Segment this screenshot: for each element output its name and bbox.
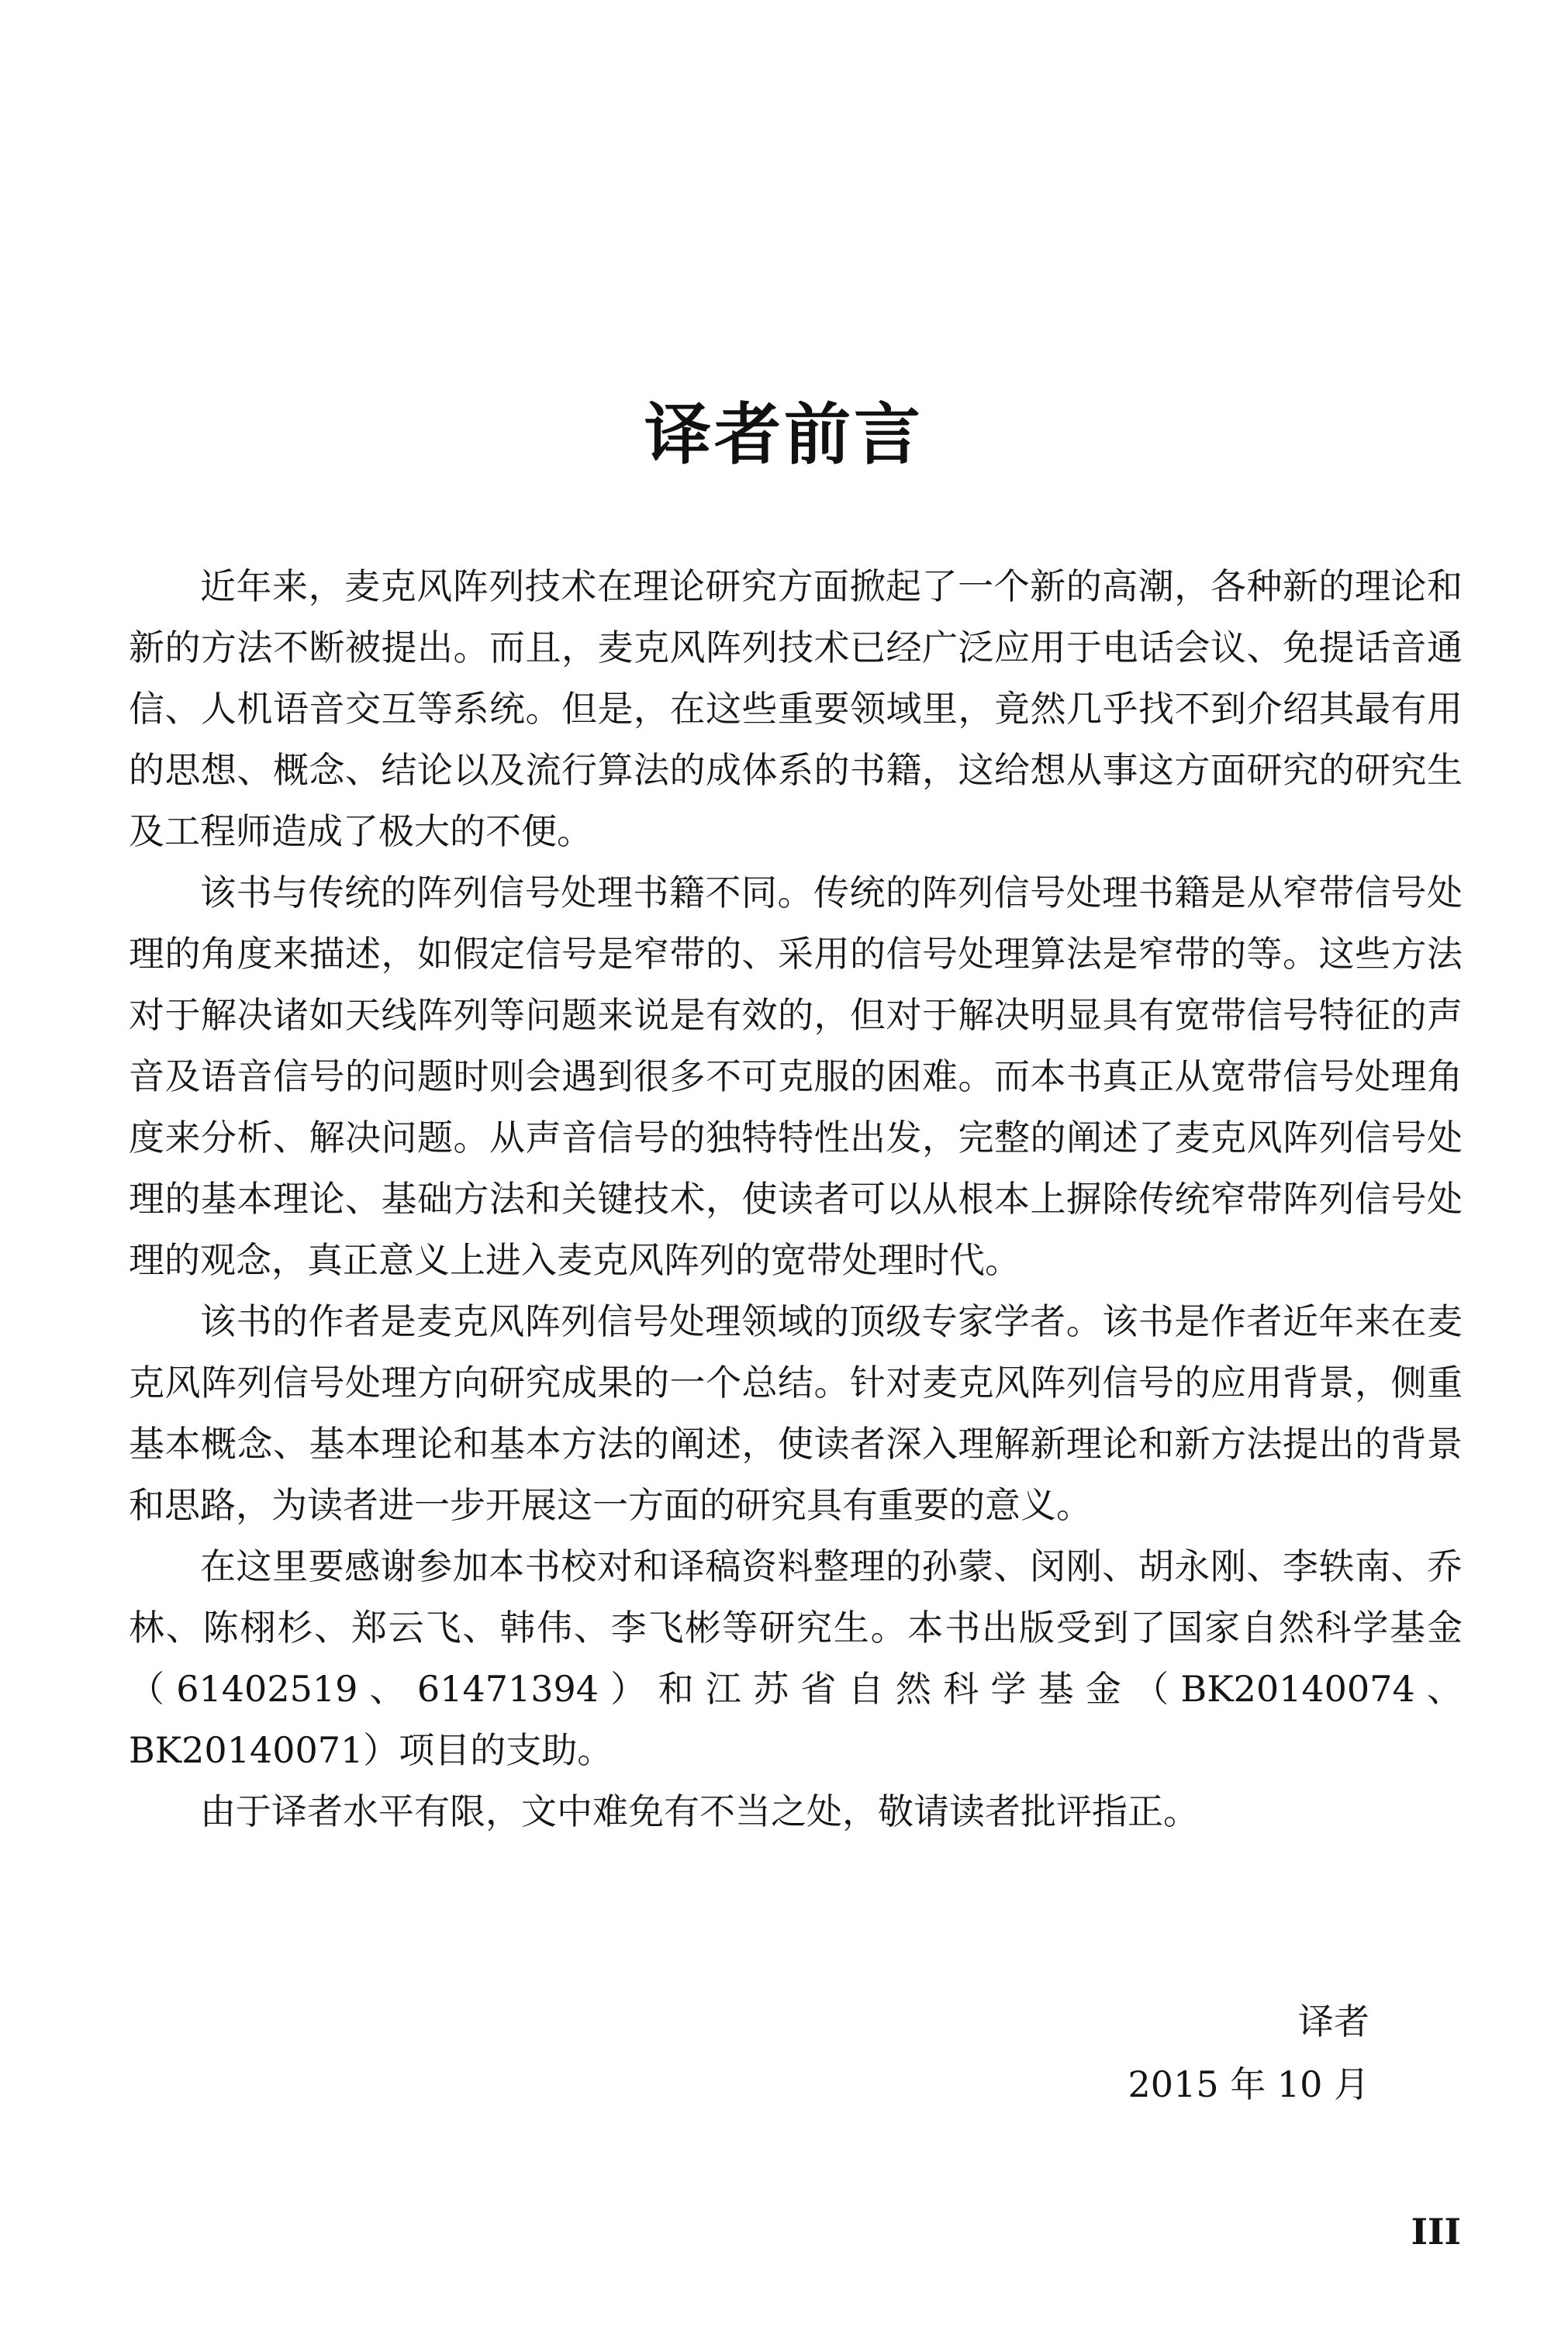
signature-date: 2015 年 10 月 [1128,2063,1369,2105]
page-number: III [1411,2211,1461,2253]
page-title: 译者前言 [644,395,924,474]
paragraph-3: 该书的作者是麦克风阵列信号处理领域的顶级专家学者。该书是作者近年来在麦克风阵列信号处理方向研究成果的一个总结。针对麦克风阵列信号的应用背景，侧重基本概念、基本理论和基本方法的阐述，使读者深入理解新理论和新方法提出的背景和思路，为读者进一步开展这一方面的研究具有重要的意义。 [129,1300,1463,1526]
paragraph-5: 由于译者水平有限，文中难免有不当之处，敬请读者批评指正。 [200,1790,1199,1832]
preface-body [129,556,1463,1842]
signature-author: 译者 [1298,2001,1369,2042]
signature-block [1128,1990,1369,2116]
paragraph-4: 在这里要感谢参加本书校对和译稿资料整理的孙蒙、闵刚、胡永刚、李轶南、乔林、陈栩杉、郑云飞、韩伟、李飞彬等研究生。本书出版受到了国家自然科学基金（61402519、61471394）和江苏省自然科学基金（BK20140074、BK20140071）项目的支助。 [129,1545,1463,1771]
paragraph-1: 近年来，麦克风阵列技术在理论研究方面掀起了一个新的高潮，各种新的理论和新的方法不断被提出。而且，麦克风阵列技术已经广泛应用于电话会议、免提话音通信、人机语音交互等系统。但是，在这些重要领域里，竟然几乎找不到介绍其最有用的思想、概念、结论以及流行算法的成体系的书籍，这给想从事这方面研究的研究生及工程师造成了极大的不便。 [129,565,1463,852]
paragraph-2: 该书与传统的阵列信号处理书籍不同。传统的阵列信号处理书籍是从窄带信号处理的角度来描述，如假定信号是窄带的、采用的信号处理算法是窄带的等。这些方法对于解决诸如天线阵列等问题来说是有效的，但对于解决明显具有宽带信号特征的声音及语音信号的问题时则会遇到很多不可克服的困难。而本书真正从宽带信号处理角度来分析、解决问题。从声音信号的独特特性出发，完整的阐述了麦克风阵列信号处理的基本理论、基础方法和关键技术，使读者可以从根本上摒除传统窄带阵列信号处理的观念，真正意义上进入麦克风阵列的宽带处理时代。 [129,872,1463,1281]
